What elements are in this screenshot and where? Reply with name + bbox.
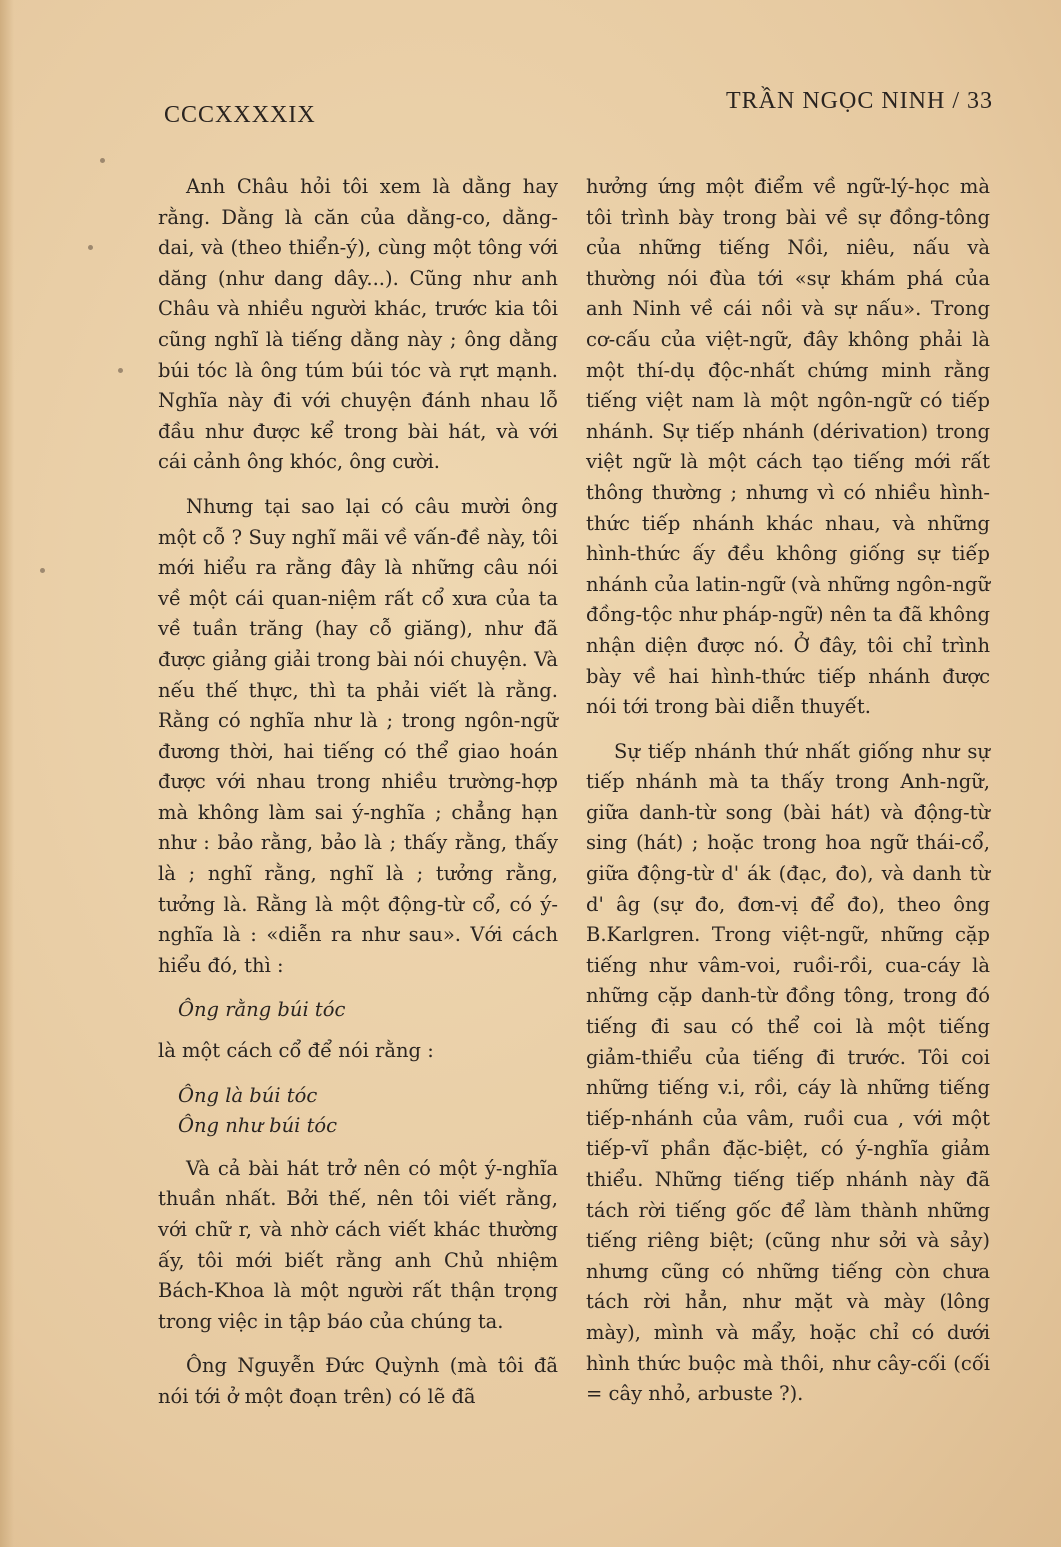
paragraph: Nhưng tại sao lại có câu mười ông một cỗ ? Suy nghĩ mãi về vấn-đề này, tôi mới hiểu ra rằng đây là những câu nói về một cái quan-niệm rất cổ xưa của ta về tuần trăng (hay cỗ giăng), như đã được giảng giải trong bài nói chuyện. Và nếu thế thực, thì ta phải viết là rằng. Rằng có nghĩa như là ; trong ngôn-ngữ đương thời, hai tiếng có thể giao hoán được với nhau trong nhiều trường-hợp mà không làm sai ý-nghĩa ; chẳng hạn như : bảo rằng, bảo là ; thấy rằng, thấy là ; nghĩ rằng, nghĩ là ; tưởng rằng, tưởng là. Rằng là một động-từ cổ, có ý-nghĩa là : «diễn ra như sau». Với cách hiểu đó, thì :: [158, 494, 558, 977]
ink-spot: [100, 158, 105, 163]
ink-spot: [118, 368, 123, 373]
left-column: [158, 172, 558, 1427]
paragraph: là một cách cổ để nói rằng :: [158, 1039, 434, 1063]
author-page-number: TRẦN NGỌC NINH / 33: [726, 88, 993, 114]
paragraph: Anh Châu hỏi tôi xem là dằng hay rằng. Dằng là căn của dằng-co, dằng-dai, và (theo thiển-ý), cùng một tông với dăng (như dang dây...). Cũng như anh Châu và nhiều người khác, trước kia tôi cũng nghĩ là tiếng dằng này ; ông dằng búi tóc là ông túm búi tóc và rựt mạnh. Nghĩa này đi với chuyện đánh nhau lỗ đầu như được kể trong bài hát, và với cái cảnh ông khóc, ông cười.: [158, 175, 558, 474]
right-column: [586, 172, 990, 1424]
paragraph: Ông Nguyễn Đức Quỳnh (mà tôi đã nói tới ở một đoạn trên) có lẽ đã: [158, 1354, 558, 1408]
ink-spot: [40, 568, 45, 573]
quote-line: Ông rằng búi tóc: [178, 998, 346, 1022]
quote-block: [178, 1081, 558, 1142]
page-edge-shadow: [0, 0, 14, 1547]
issue-number: CCCXXXXIX: [164, 102, 316, 128]
paragraph: Sự tiếp nhánh thứ nhất giống như sự tiếp nhánh mà ta thấy trong Anh-ngữ, giữa danh-từ song (bài hát) và động-từ sing (hát) ; hoặc trong hoa ngữ thái-cổ, giữa động-từ d' ák (đạc, đo), và danh từ d' âg (sự đo, đơn-vị để đo), theo ông B.Karlgren. Trong việt-ngữ, những cặp tiếng như vâm-voi, ruồi-rồi, cua-cáy là những cặp danh-từ đồng tông, trong đó tiếng đi sau có thể coi là một tiếng giảm-thiểu của tiếng đi trước. Tôi coi những tiếng v.i, rồi, cáy là những tiếng tiếp-nhánh của vâm, ruồi cua , với một tiếp-vĩ phần đặc-biệt, có ý-nghĩa giảm thiểu. Những tiếng tiếp nhánh này đã tách rời tiếng gốc để làm thành những tiếng riêng biệt; (cũng như sởi và sảy) nhưng cũng có những tiếng còn chưa tách rời hẳn, như mặt và mày (lông mày), mình và mẩy, hoặc chỉ có dưới hình thức buộc mà thôi, như cây-cối (cối = cây nhỏ, arbuste ?).: [586, 739, 990, 1406]
paragraph: hưởng ứng một điểm về ngữ-lý-học mà tôi trình bày trong bài về sự đồng-tông của những tiếng Nồi, niêu, nấu và thường nói đùa tới «sự khám phá của anh Ninh về cái nồi và sự nấu». Trong cơ-cấu của việt-ngữ, đây không phải là một thí-dụ độc-nhất chứng minh rằng tiếng việt nam là một ngôn-ngữ có tiếp nhánh. Sự tiếp nhánh (dérivation) trong việt ngữ là một cách tạo tiếng mới rất thông thường ; nhưng vì có nhiều hình-thức tiếp nhánh khác nhau, và những hình-thức ấy đều không giống sự tiếp nhánh của latin-ngữ (và những ngôn-ngữ đồng-tộc như pháp-ngữ) nên ta đã không nhận diện được nó. Ở đây, tôi chỉ trình bày về hai hình-thức tiếp nhánh được nói tới trong bài diễn thuyết.: [586, 175, 990, 719]
quote-line: Ông như búi tóc: [178, 1114, 338, 1138]
quote-line: Ông là búi tóc: [178, 1083, 318, 1107]
ink-spot: [88, 245, 93, 250]
paragraph: Và cả bài hát trở nên có một ý-nghĩa thuần nhất. Bởi thế, nên tôi viết rằng, với chữ r, và nhờ cách viết khác thường ấy, tôi mới biết rằng anh Chủ nhiệm Bách-Khoa là một người rất thận trọng trong việc in tập báo của chúng ta.: [158, 1156, 558, 1333]
